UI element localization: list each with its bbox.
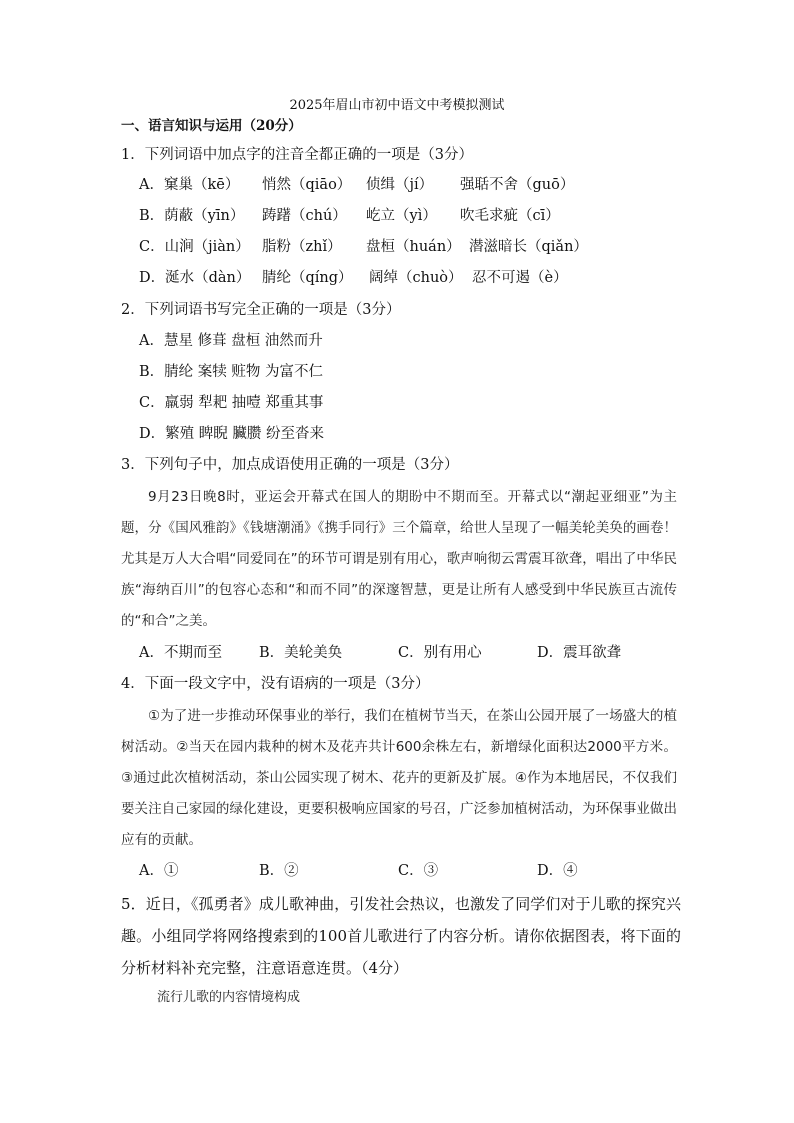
- question-1-stem: 1．下列词语中加点字的注音全都正确的一项是（3分）: [121, 147, 473, 163]
- q1-row-b-col-2: 踌躇（chú）: [262, 208, 347, 224]
- question-2-stem: 2．下列词语书写完全正确的一项是（3分）: [121, 302, 401, 318]
- q1-row-d-col-1: D．涎水（dàn）: [139, 270, 251, 286]
- q2-option-c: C．羸弱 犁耙 抽噎 郑重其事: [139, 395, 324, 411]
- q3-option-c: C．别有用心: [398, 645, 482, 661]
- question-4-stem: 4．下面一段文字中，没有语病的一项是（3分）: [121, 676, 430, 692]
- q1-row-a-col-2: 悄然（qiāo）: [262, 177, 352, 193]
- q2-option-b: B．腈纶 案犊 赃物 为富不仁: [139, 364, 323, 380]
- q1-row-c-col-1: C．山涧（jiàn）: [139, 239, 250, 255]
- q3-option-b: B．美轮美奂: [259, 645, 343, 661]
- q3-option-d: D．震耳欲聋: [537, 645, 622, 661]
- q1-row-d-col-2: 腈纶（qíng）: [262, 270, 353, 286]
- q4-option-c: C．③: [398, 863, 439, 879]
- q1-row-d-col-3: 阔绰（chuò）: [369, 270, 463, 286]
- q1-row-c-col-3: 盘桓（huán）: [366, 239, 461, 255]
- q4-option-d: D．④: [537, 863, 578, 879]
- section-heading: 一、语言知识与运用（20分）: [121, 118, 302, 134]
- q3-option-a: A．不期而至: [139, 645, 222, 661]
- q1-row-b-col-4: 吹毛求疵（cī）: [460, 208, 560, 224]
- question-5-text: 5．近日，《孤勇者》成儿歌神曲，引发社会热议，也激发了同学们对于儿歌的探究兴趣。小组同学将网络搜索到的100首儿歌进行了内容分析。请你依据图表，将下面的分析材料补充完整，注意语意连贯。（4分）: [121, 895, 681, 977]
- q2-option-d: D．繁殖 睥睨 臟臜 纷至沓来: [139, 426, 324, 442]
- chart-caption: 流行儿歌的内容情境构成: [157, 990, 301, 1005]
- q1-row-d-col-4: 忍不可遏（è）: [472, 270, 568, 286]
- q1-row-b-col-3: 屹立（yì）: [366, 208, 437, 224]
- q2-option-a: A．慧星 修葺 盘桓 油然而升: [139, 333, 323, 349]
- q1-row-b-col-1: B．荫蔽（yīn）: [139, 208, 245, 224]
- q4-passage: ①为了进一步推动环保事业的举行，我们在植树节当天，在茶山公园开展了一场盛大的植树活动。②当天在园内栽种的树木及花卉共计600余株左右，新增绿化面积达2000平方米。③通过此次植树活动，茶山公园实现了树木、花卉的更新及扩展。④作为本地居民，不仅我们要关注自己家园的绿化建设，更要积极响应国家的号召，广泛参加植树活动，为环保事业做出应有的贡献。: [121, 708, 677, 848]
- q4-option-a: A．①: [139, 863, 179, 879]
- q1-row-a-col-3: 侦缉（jí）: [366, 177, 434, 193]
- q1-row-c-col-4: 潜滋暗长（qiǎn）: [469, 239, 588, 255]
- q1-row-a-col-1: A．窠巢（kē）: [139, 177, 240, 193]
- q1-row-a-col-4: 强聒不舍（guō）: [460, 177, 575, 193]
- q3-passage: 9月23日晚8时，亚运会开幕式在国人的期盼中不期而至。开幕式以“潮起亚细亚”为主题，分《国风雅韵》《钱塘潮涌》《携手同行》三个篇章，给世人呈现了一幅美轮美奂的画卷！尤其是万人大合唱“同爱同在”的环节可谓是别有用心，歌声响彻云霄震耳欲聋，唱出了中华民族“海纳百川”的包容心态和“和而不同”的深邃智慧，更是让所有人感受到中华民族亘古流传的“和合”之美。: [121, 489, 677, 629]
- q1-row-c-col-2: 脂粉（zhǐ）: [262, 239, 342, 255]
- page-title: 2025年眉山市初中语文中考模拟测试: [289, 98, 505, 113]
- q4-option-b: B．②: [259, 863, 299, 879]
- question-3-stem: 3．下列句子中，加点成语使用正确的一项是（3分）: [121, 457, 459, 473]
